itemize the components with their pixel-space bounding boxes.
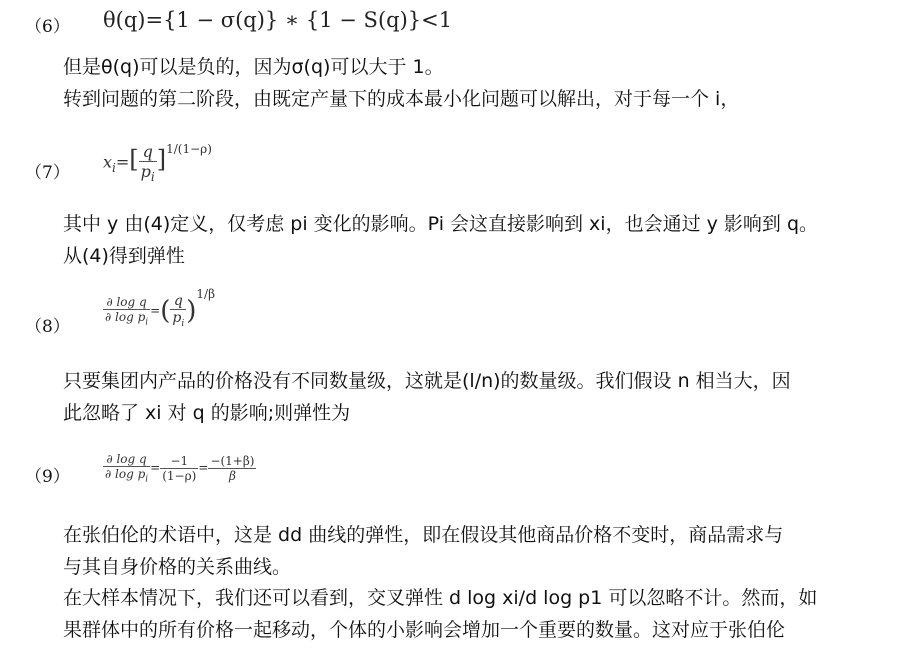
- equation-9: $\frac{\text{∂ log q}}{\partial \log p_i}$ = $\frac{-1}{(1-\rho)}$ = $\frac{-(1+\beta)}{\beta}$: [105, 452, 255, 485]
- paragraph-2: [63, 209, 863, 272]
- equation-6: θ(q)={1 − σ(q)} ∗ {1 − S(q)}<1: [103, 8, 453, 32]
- paragraph-line: 只要集团内产品的价格没有不同数量级，这就是(l/n)的数量级。我们假设 n 相当大，因: [63, 370, 791, 392]
- equation-8-exponent: 1/β: [196, 287, 216, 302]
- paragraph-line: 从(4)得到弹性: [63, 244, 185, 267]
- equation-number-8: （8）: [25, 317, 70, 337]
- paragraph-line: 转到问题的第二阶段，由既定产量下的成本最小化问题可以解出，对于每一个 i，: [63, 87, 740, 110]
- paragraph-1: [63, 52, 863, 115]
- equation-8: $\frac{\text{∂ log q}}{\partial \log p_i}$ =( $\frac{q}{p_i}$ )1/β: [105, 287, 216, 329]
- equation-7-lhs-subscript: i: [112, 160, 116, 175]
- equation-number-9: （9）: [25, 467, 70, 487]
- paragraph-4: [63, 520, 863, 646]
- paragraph-line: 此忽略了 xi 对 q 的影响;则弹性为: [63, 401, 351, 424]
- paragraph-line: 与其自身价格的关系曲线。: [63, 555, 292, 578]
- paragraph-line: 果群体中的所有价格一起移动，个体的小影响会增加一个重要的数量。这对应于张伯伦: [63, 618, 786, 641]
- equation-7: $x_i=$[ $\frac{q}{p_i}$ ]$^{1/(1-\rho)}$: [103, 142, 212, 185]
- equation-7-lhs: x: [103, 152, 113, 172]
- paragraph-line: 其中 y 由(4)定义，仅考虑 pi 变化的影响。Pi 会这直接影响到 xi，也会通过 y 影响到 q。: [63, 213, 819, 235]
- equation-number-6: （6）: [25, 17, 70, 37]
- paragraph-3: [63, 366, 863, 429]
- equation-9-fraction-2: $\frac{-1}{(1-\rho)}$: [162, 453, 197, 483]
- equation-8-derivative: $\frac{\text{∂ log q}}{\partial \log p_i}$: [105, 294, 149, 328]
- paragraph-line: 但是θ(q)可以是负的，因为σ(q)可以大于 1。: [63, 56, 444, 78]
- equation-9-fraction-3: $\frac{-(1+\beta)}{\beta}$: [210, 453, 255, 483]
- paragraph-line: 在张伯伦的术语中，这是 dd 曲线的弹性，即在假设其他商品价格不变时，商品需求与: [63, 524, 784, 546]
- equation-number-7: （7）: [25, 163, 70, 183]
- equation-7-fraction: $\frac{q}{p_i}$: [140, 142, 155, 185]
- equation-8-fraction: $\frac{q}{p_i}$: [172, 293, 185, 329]
- equation-7-exponent: 1/(1−ρ): [166, 142, 212, 157]
- paragraph-line: 在大样本情况下，我们还可以看到，交叉弹性 d log xi/d log p1 可以忽略不计。然而，如: [63, 587, 818, 609]
- equation-9-derivative: $\frac{\text{∂ log q}}{\partial \log p_i}$: [105, 452, 149, 485]
